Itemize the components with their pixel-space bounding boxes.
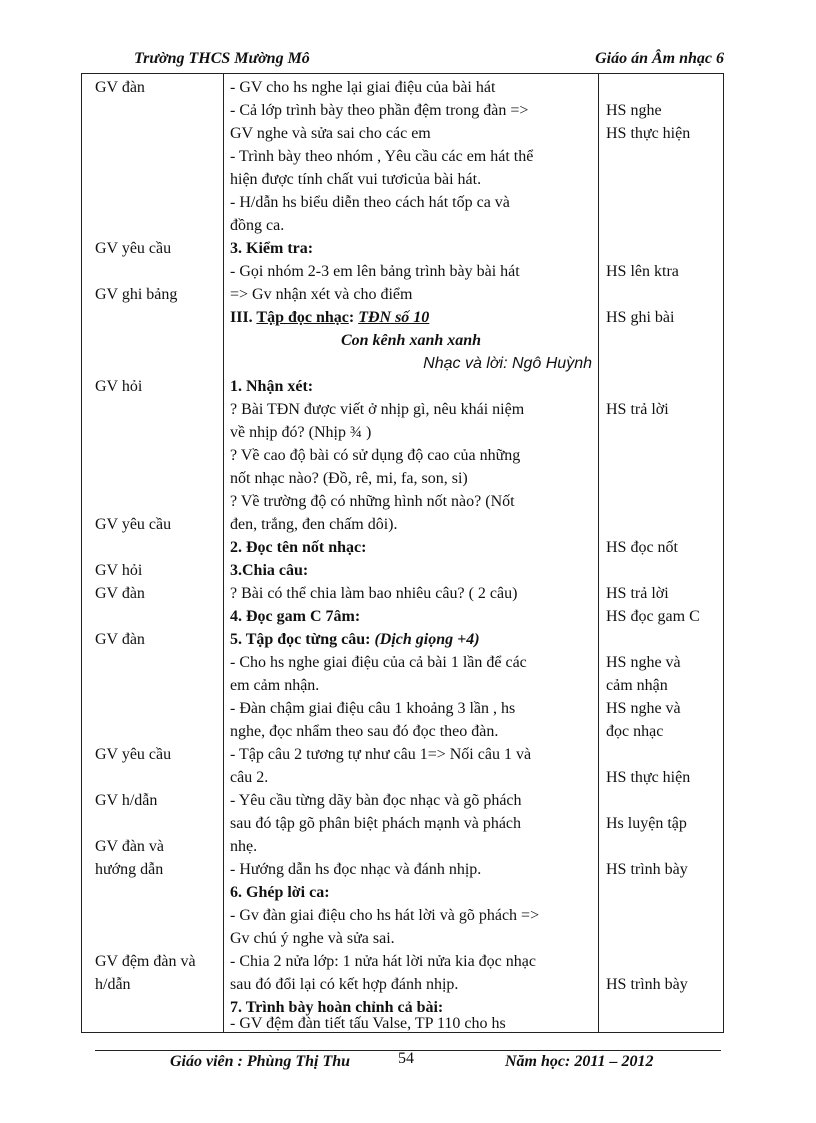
teacher-cell: GV đàn và <box>95 838 165 855</box>
content-line: - Chia 2 nửa lớp: 1 nửa hát lời nửa kia đọc nhạc <box>230 953 536 970</box>
content-line: ? Về trường độ có những hình nốt nào? (Nốt <box>230 493 515 510</box>
content-line: - Tập câu 2 tương tự như câu 1=> Nối câu 1 và <box>230 746 532 763</box>
teacher-cell: GV đệm đàn và <box>95 953 196 970</box>
column-divider <box>598 73 599 1033</box>
student-cell: HS nghe <box>606 102 662 119</box>
student-cell: đọc nhạc <box>606 723 664 740</box>
student-cell: HS thực hiện <box>606 125 691 142</box>
teacher-cell: GV đàn <box>95 585 145 602</box>
content-line: sau đó tập gõ phân biệt phách mạnh và phách <box>230 815 522 832</box>
student-cell: HS trả lời <box>606 401 669 418</box>
teacher-cell: GV hỏi <box>95 562 143 579</box>
column-divider <box>223 73 224 1033</box>
content-line: sau đó đổi lại có kết hợp đánh nhịp. <box>230 976 459 993</box>
content-line: nghe, đọc nhẩm theo sau đó đọc theo đàn. <box>230 723 499 740</box>
content-line: nhẹ. <box>230 838 258 855</box>
content-line: - GV đệm đàn tiết tấu Valse, TP 110 cho hs <box>230 1015 506 1032</box>
teacher-cell: GV yêu cầu <box>95 240 172 257</box>
student-cell: HS ghi bài <box>606 309 675 326</box>
content-line: - Đàn chậm giai điệu câu 1 khoảng 3 lần , hs <box>230 700 516 717</box>
teacher-cell: GV ghi bảng <box>95 286 178 303</box>
teacher-cell: GV yêu cầu <box>95 516 172 533</box>
content-line: về nhịp đó? (Nhịp ¾ ) <box>230 424 372 441</box>
student-cell: HS nghe và <box>606 654 681 671</box>
content-line: ? Bài có thể chia làm bao nhiêu câu? ( 2 câu) <box>230 585 518 602</box>
content-line: - H/dẫn hs biểu diễn theo cách hát tốp ca và <box>230 194 510 211</box>
teacher-cell: GV yêu cầu <box>95 746 172 763</box>
teacher-cell: GV h/dẫn <box>95 792 158 809</box>
teacher-cell: h/dẫn <box>95 976 131 993</box>
student-cell: HS thực hiện <box>606 769 691 786</box>
content-line: - Cả lớp trình bày theo phần đệm trong đàn => <box>230 102 529 119</box>
student-cell: HS trả lời <box>606 585 669 602</box>
header-subject: Giáo án Âm nhạc 6 <box>595 50 724 67</box>
section-heading: 3.Chia câu: <box>230 562 309 579</box>
student-cell: HS trình bày <box>606 976 688 993</box>
section-heading: 3. Kiểm tra: <box>230 240 314 257</box>
page-number: 54 <box>398 1050 414 1067</box>
content-line: em cảm nhận. <box>230 677 320 694</box>
content-line: - Gọi nhóm 2-3 em lên bảng trình bày bài hát <box>230 263 520 280</box>
content-line: hiện được tính chất vui tươicủa bài hát. <box>230 171 482 188</box>
content-line: đồng ca. <box>230 217 285 234</box>
section-heading-tdn: III. Tập đọc nhạc: TĐN số 10 <box>230 309 430 326</box>
content-line: GV nghe và sửa sai cho các em <box>230 125 431 142</box>
footer-year: Năm học: 2011 – 2012 <box>505 1053 654 1070</box>
content-line: - Trình bày theo nhóm , Yêu cầu các em hát thể <box>230 148 534 165</box>
content-line: => Gv nhận xét và cho điểm <box>230 286 413 303</box>
song-author: Nhạc và lời: Ngô Huỳnh <box>423 355 592 372</box>
student-cell: HS trình bày <box>606 861 688 878</box>
content-line: - Yêu cầu từng dãy bàn đọc nhạc và gõ phách <box>230 792 522 809</box>
content-line: ? Về cao độ bài có sử dụng độ cao của những <box>230 447 521 464</box>
footer-teacher: Giáo viên : Phùng Thị Thu <box>170 1053 351 1070</box>
section-heading: 2. Đọc tên nốt nhạc: <box>230 539 367 556</box>
content-line: ? Bài TĐN được viết ở nhịp gì, nêu khái niệm <box>230 401 525 418</box>
student-cell: cảm nhận <box>606 677 668 694</box>
content-line: câu 2. <box>230 769 269 786</box>
content-line: - Hướng dẫn hs đọc nhạc và đánh nhịp. <box>230 861 482 878</box>
content-line: đen, trắng, đen chấm dôi). <box>230 516 398 533</box>
content-line: - Cho hs nghe giai điệu của cả bài 1 lần để các <box>230 654 527 671</box>
header-school: Trường THCS Mường Mô <box>134 50 310 67</box>
content-line: Gv chú ý nghe và sửa sai. <box>230 930 395 947</box>
content-line: nốt nhạc nào? (Đồ, rê, mi, fa, son, si) <box>230 470 468 487</box>
student-cell: HS đọc gam C <box>606 608 700 625</box>
teacher-cell: GV hỏi <box>95 378 143 395</box>
student-cell: HS đọc nốt <box>606 539 678 556</box>
student-cell: HS lên ktra <box>606 263 679 280</box>
student-cell: HS nghe và <box>606 700 681 717</box>
content-line: - GV cho hs nghe lại giai điệu của bài hát <box>230 79 496 96</box>
section-heading: 6. Ghép lời ca: <box>230 884 330 901</box>
section-heading: 1. Nhận xét: <box>230 378 314 395</box>
teacher-cell: GV đàn <box>95 79 145 96</box>
section-heading: 5. Tập đọc từng câu: (Dịch giọng +4) <box>230 631 480 648</box>
student-cell: Hs luyện tập <box>606 815 687 832</box>
section-heading: 4. Đọc gam C 7âm: <box>230 608 361 625</box>
teacher-cell: hướng dẫn <box>95 861 164 878</box>
content-line: - Gv đàn giai điệu cho hs hát lời và gõ phách => <box>230 907 540 924</box>
teacher-cell: GV đàn <box>95 631 145 648</box>
section-heading: 7. Trình bày hoàn chỉnh cả bài: <box>230 999 444 1016</box>
song-title: Con kênh xanh xanh <box>340 332 482 349</box>
